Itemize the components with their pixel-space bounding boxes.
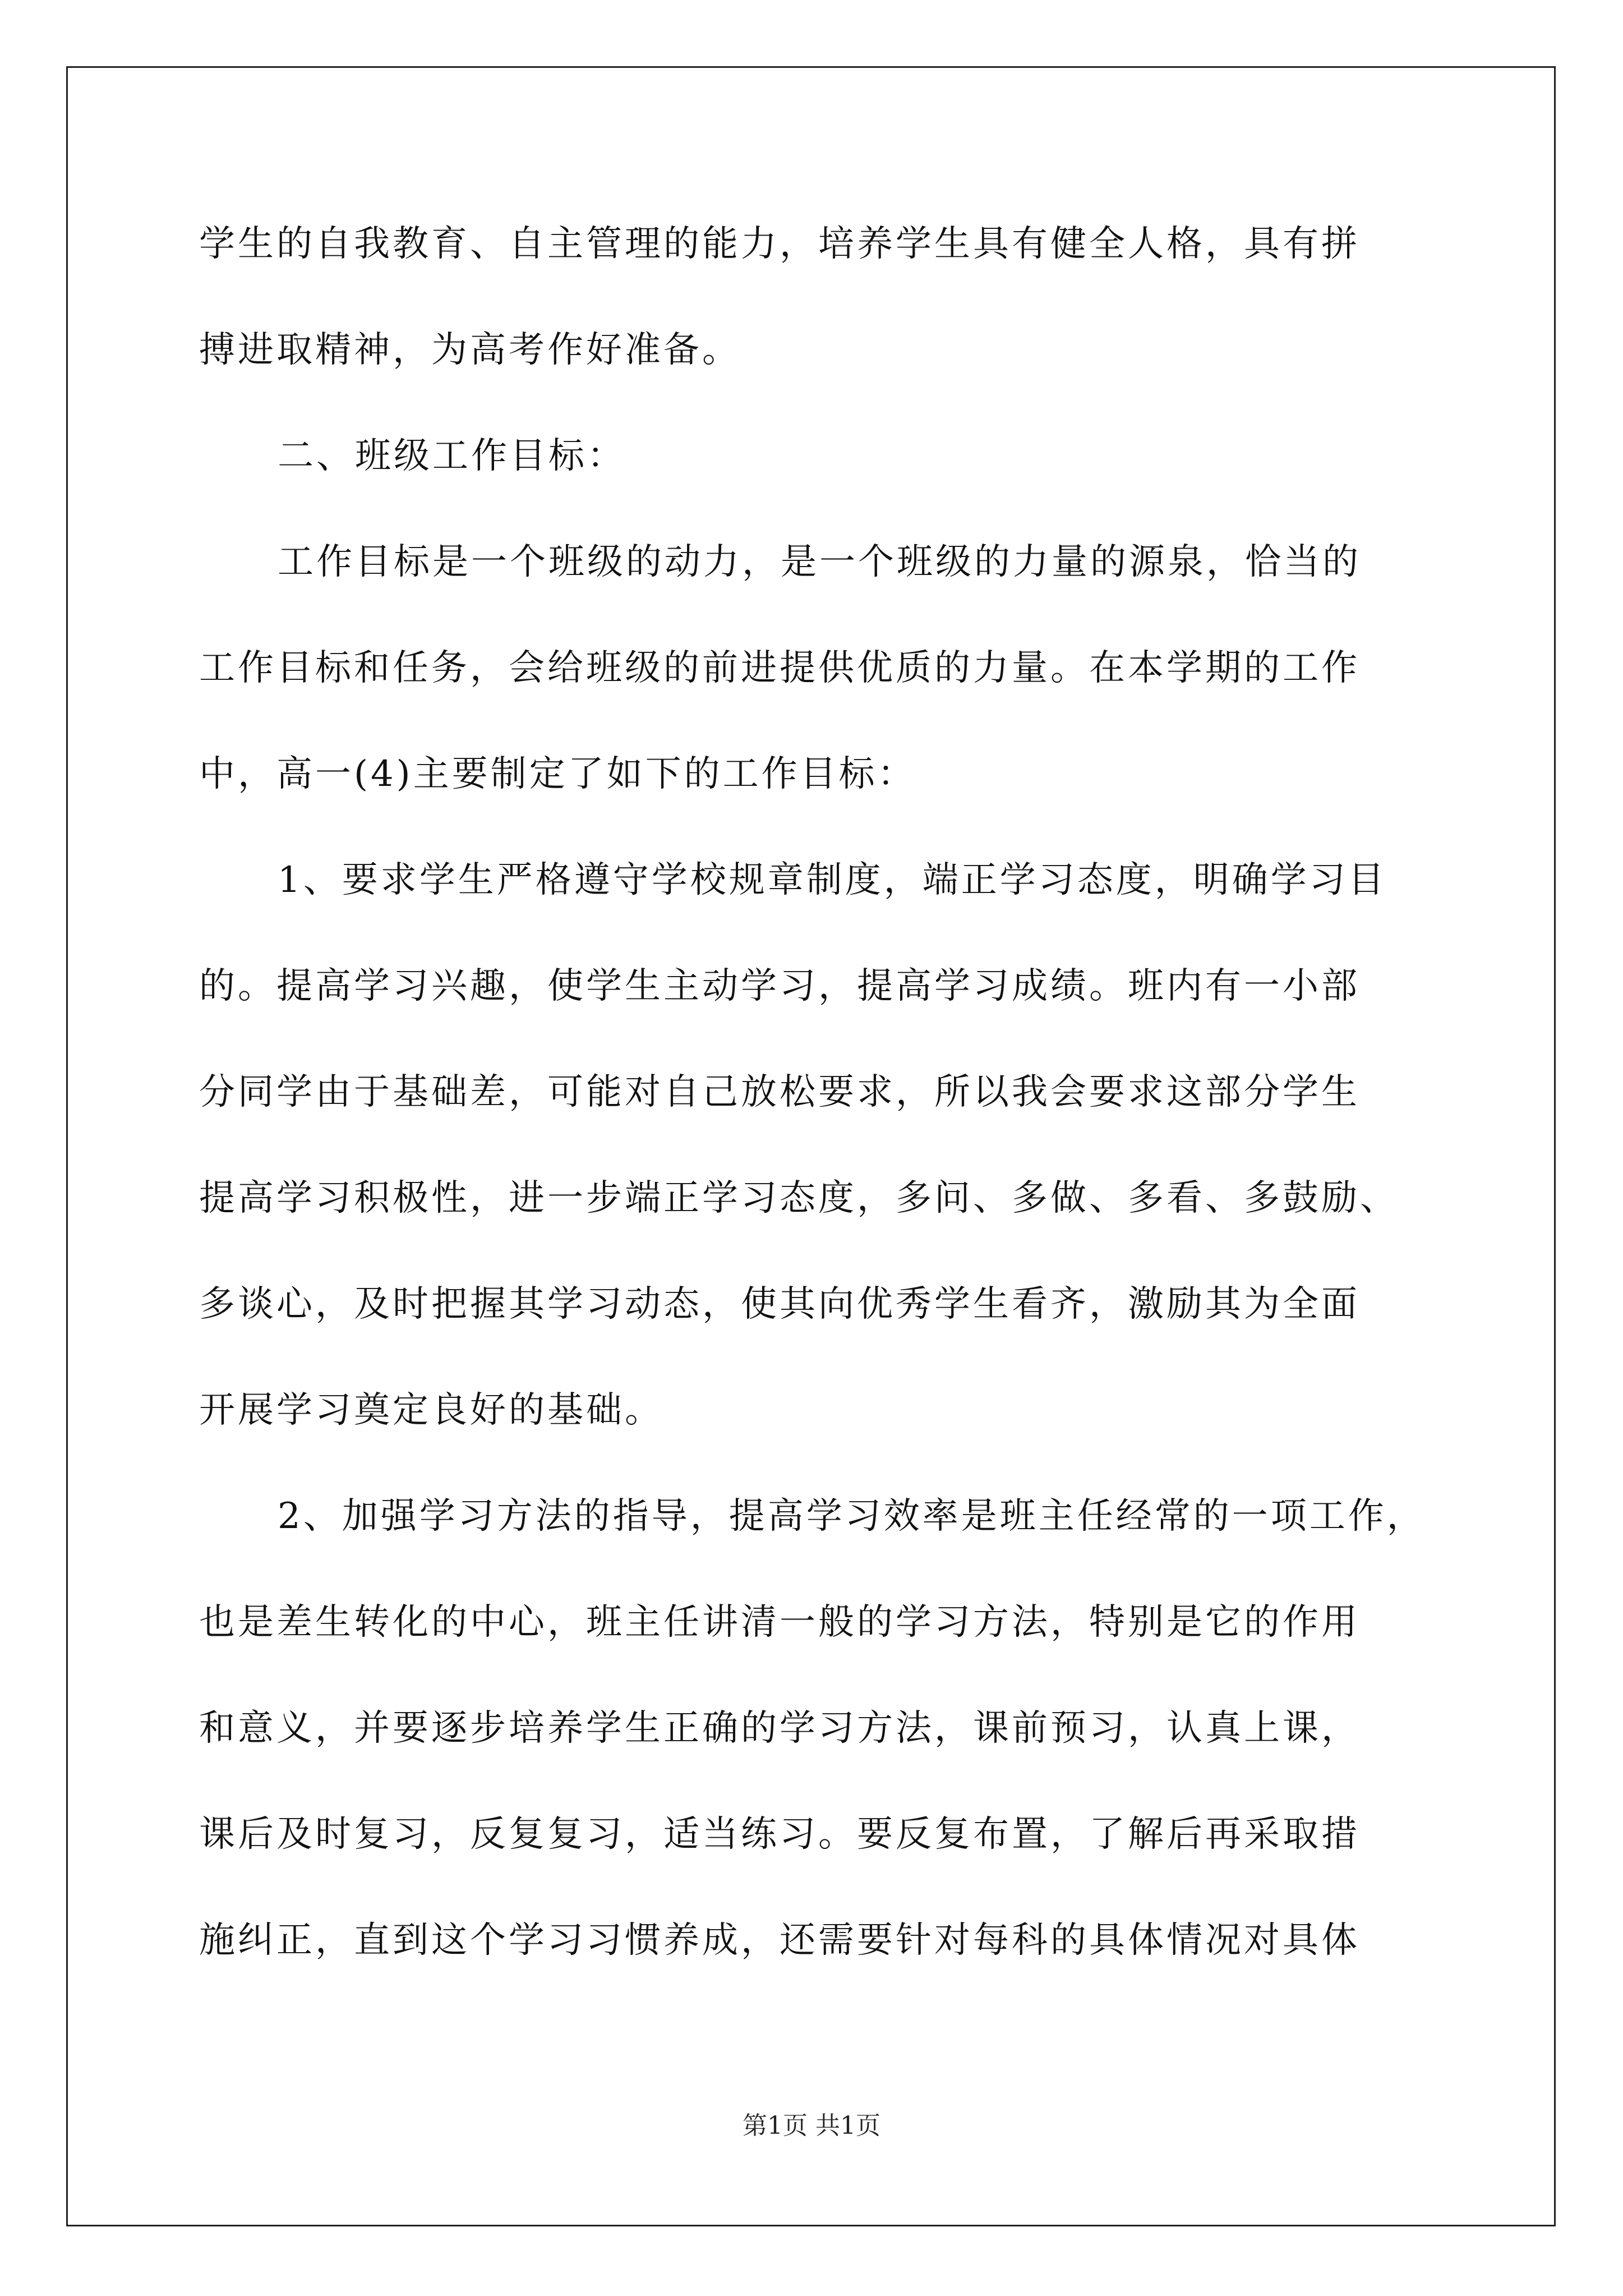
page-number-footer: 第1页 共1页 [743, 2111, 880, 2140]
text-line: 分同学由于基础差，可能对自己放松要求，所以我会要求这部分学生 [199, 1071, 1360, 1113]
text-line: 多谈心，及时把握其学习动态，使其向优秀学生看齐，激励其为全面 [199, 1283, 1360, 1325]
text-line: 施纠正，直到这个学习习惯养成，还需要针对每科的具体情况对具体 [199, 1920, 1360, 1961]
text-line: 工作目标和任务，会给班级的前进提供优质的力量。在本学期的工作 [199, 647, 1360, 689]
text-line: 2、加强学习方法的指导，提高学习效率是班主任经常的一项工作， [278, 1496, 1426, 1537]
section-heading: 二、班级工作目标： [278, 435, 626, 477]
text-line: 搏进取精神，为高考作好准备。 [199, 329, 741, 371]
text-line: 中，高一(4)主要制定了如下的工作目标： [199, 753, 916, 795]
text-line: 和意义，并要逐步培养学生正确的学习方法，课前预习，认真上课， [199, 1708, 1360, 1749]
text-line: 提高学习积极性，进一步端正学习态度，多问、多做、多看、多鼓励、 [199, 1177, 1399, 1219]
text-line: 课后及时复习，反复复习，适当练习。要反复布置，了解后再采取措 [199, 1814, 1360, 1855]
text-line: 工作目标是一个班级的动力，是一个班级的力量的源泉，恰当的 [278, 541, 1361, 583]
text-line: 1、要求学生严格遵守学校规章制度，端正学习态度，明确学习目 [278, 859, 1387, 901]
text-line: 的。提高学习兴趣，使学生主动学习，提高学习成绩。班内有一小部 [199, 965, 1360, 1007]
text-line: 也是差生转化的中心，班主任讲清一般的学习方法，特别是它的作用 [199, 1602, 1360, 1643]
document-body [199, 213, 1433, 2016]
text-line: 学生的自我教育、自主管理的能力，培养学生具有健全人格，具有拼 [199, 223, 1360, 265]
text-line: 开展学习奠定良好的基础。 [199, 1389, 663, 1431]
